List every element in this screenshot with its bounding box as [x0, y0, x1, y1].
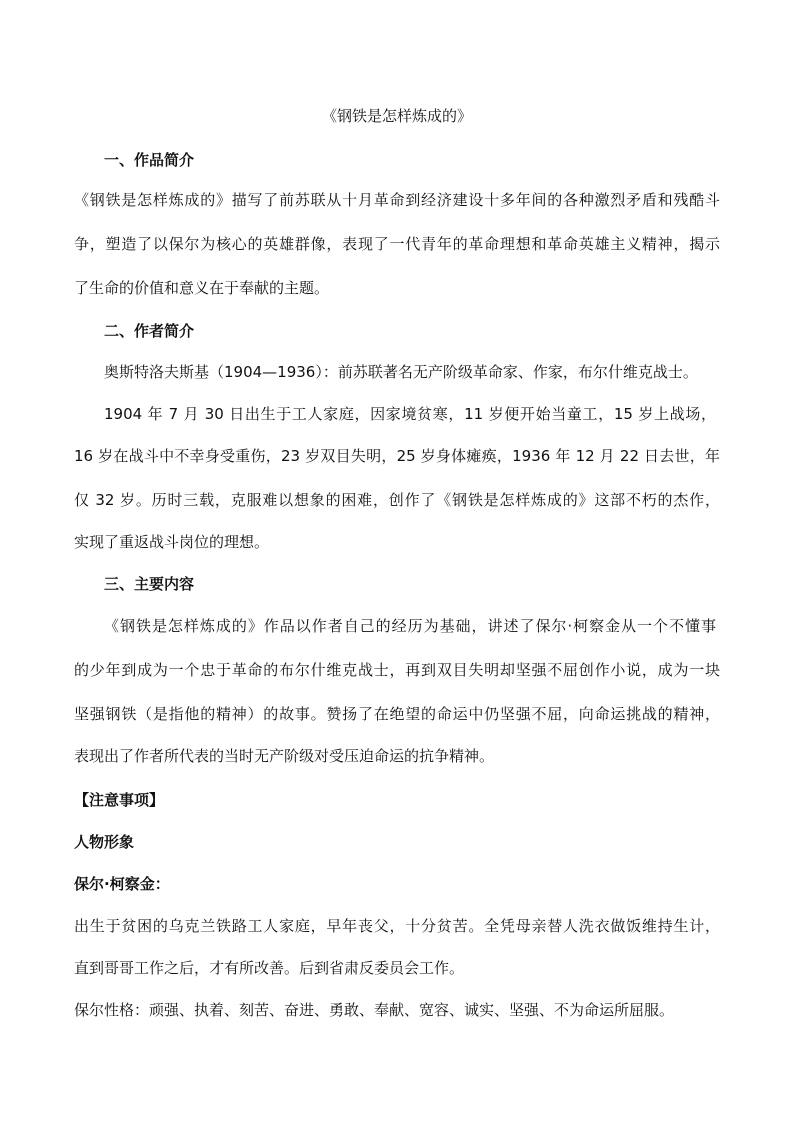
- paragraph-line: 保尔性格：顽强、执着、刻苦、奋进、勇敢、奉献、宽容、诚实、坚强、不为命运所屈服。: [74, 1001, 675, 1019]
- paragraph-line: 坚强钢铁（是指他的精神）的故事。赞扬了在绝望的命运中仍坚强不屈，向命运挑战的精神，: [74, 705, 720, 723]
- section-heading-work-intro: 一、作品简介: [104, 151, 195, 169]
- character-name: 保尔·柯察金：: [74, 875, 170, 893]
- notes-heading: 【注意事项】: [74, 791, 165, 809]
- document-title: 《钢铁是怎样炼成的》: [321, 107, 472, 125]
- paragraph-line: 16 岁在战斗中不幸身受重伤，23 岁双目失明，25 岁身体瘫痪，1936 年 12 月 22 日去世，年: [74, 447, 720, 465]
- paragraph-line: 出生于贫困的乌克兰铁路工人家庭，早年丧父，十分贫苦。全凭母亲替人洗衣做饭维持生计，: [74, 917, 720, 935]
- paragraph-line: 了生命的价值和意义在于奉献的主题。: [74, 279, 330, 297]
- notes-subheading: 人物形象: [74, 833, 135, 851]
- paragraph-line: 表现出了作者所代表的当时无产阶级对受压迫命运的抗争精神。: [74, 747, 495, 765]
- paragraph-line: 仅 32 岁。历时三载，克服难以想象的困难，创作了《钢铁是怎样炼成的》这部不朽的杰作，: [74, 491, 720, 509]
- paragraph-line: 1904 年 7 月 30 日出生于工人家庭，因家境贫寒，11 岁便开始当童工，15 岁上战场，: [104, 405, 716, 423]
- paragraph-line: 争，塑造了以保尔为核心的英雄群像，表现了一代青年的革命理想和革命英雄主义精神，揭示: [74, 235, 720, 253]
- paragraph-line: 直到哥哥工作之后，才有所改善。后到省肃反委员会工作。: [74, 959, 465, 977]
- paragraph-line: 奥斯特洛夫斯基（1904—1936）：前苏联著名无产阶级革命家、作家，布尔什维克战士。: [104, 363, 698, 381]
- paragraph-line: 《钢铁是怎样炼成的》描写了前苏联从十月革命到经济建设十多年间的各种激烈矛盾和残酷斗: [74, 191, 720, 209]
- section-heading-author-intro: 二、作者简介: [104, 322, 195, 340]
- paragraph-line: 实现了重返战斗岗位的理想。: [74, 533, 270, 551]
- paragraph-line: 的少年到成为一个忠于革命的布尔什维克战士，再到双目失明却坚强不屈创作小说，成为一块: [74, 661, 720, 679]
- paragraph-line: 《钢铁是怎样炼成的》作品以作者自己的经历为基础，讲述了保尔·柯察金从一个不懂事: [104, 617, 716, 635]
- section-heading-main-content: 三、主要内容: [104, 575, 195, 593]
